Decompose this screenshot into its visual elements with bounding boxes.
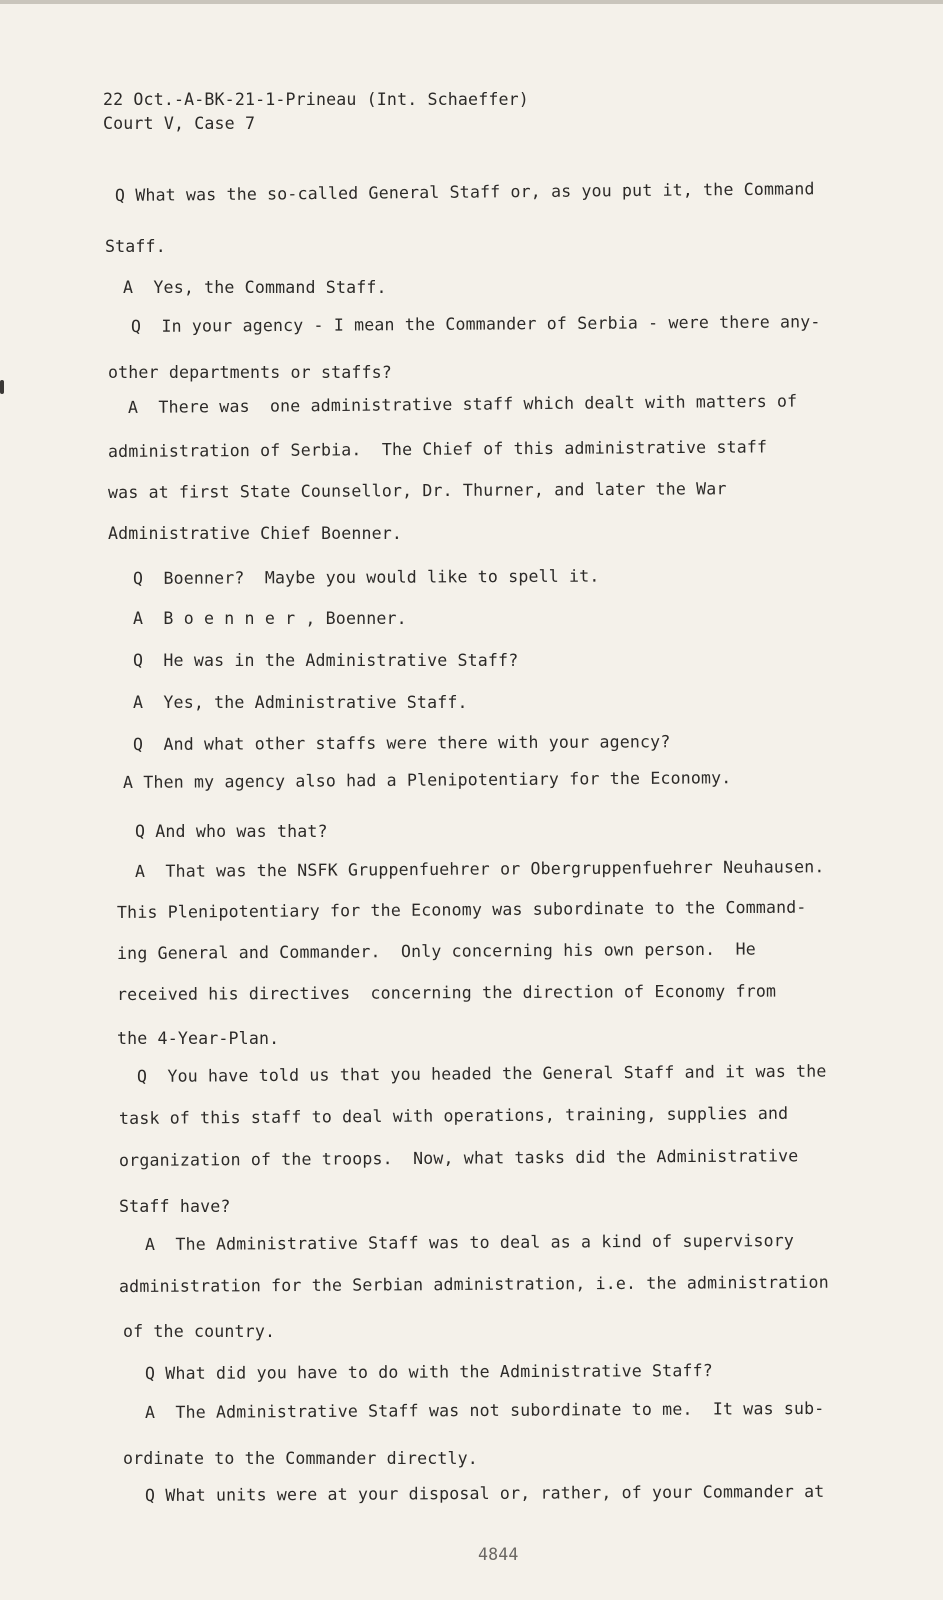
transcript-line: Q What did you have to do with the Administrative Staff? <box>144 1361 713 1383</box>
transcript-line: Q And who was that? <box>135 822 328 841</box>
transcript-line: A Then my agency also had a Plenipotentiary for the Economy. <box>122 768 732 792</box>
transcript-line: administration for the Serbian administration, i.e. the administration <box>118 1272 829 1296</box>
transcript-line: Q And what other staffs were there with your agency? <box>132 732 671 754</box>
transcript-line: Q What units were at your disposal or, rather, of your Commander at <box>144 1481 825 1505</box>
transcript-line: Administrative Chief Boenner. <box>108 524 403 543</box>
transcript-line: A That was the NSFK Gruppenfuehrer or Obergruppenfuehrer Neuhausen. <box>134 857 825 881</box>
transcript-line: A B o e n n e r , Boenner. <box>133 609 407 628</box>
transcript-line: Q He was in the Administrative Staff? <box>133 651 519 670</box>
transcript-line: A There was one administrative staff which dealt with matters of <box>127 391 798 417</box>
transcript-line: received his directives concerning the direction of Economy from <box>116 981 777 1004</box>
transcript-line: A The Administrative Staff was to deal as a kind of supervisory <box>144 1231 795 1254</box>
transcript-line: A The Administrative Staff was not subordinate to me. It was sub- <box>144 1398 825 1422</box>
page-number: 4844 <box>478 1545 519 1564</box>
binding-mark <box>0 380 4 394</box>
transcript-line: the 4-Year-Plan. <box>117 1029 280 1048</box>
header-line: Court V, Case 7 <box>103 114 256 133</box>
transcript-line: Q In your agency - I mean the Commander of Serbia - were there any- <box>130 312 821 336</box>
transcript-line: Staff. <box>105 237 166 256</box>
transcript-line: Q You have told us that you headed the General Staff and it was the <box>136 1061 827 1086</box>
transcript-line: of the country. <box>123 1322 276 1341</box>
transcript-line: was at first State Counsellor, Dr. Thurner, and later the War <box>107 479 727 502</box>
transcript-line: ing General and Commander. Only concerning his own person. He <box>116 939 756 963</box>
transcript-line: A Yes, the Administrative Staff. <box>133 693 468 712</box>
header-line: 22 Oct.-A-BK-21-1-Prineau (Int. Schaeffer) <box>103 90 529 109</box>
transcript-line: Q Boenner? Maybe you would like to spell it. <box>132 566 600 588</box>
transcript-line: Staff have? <box>119 1197 231 1216</box>
transcript-line: Q What was the so-called General Staff or, as you put it, the Command <box>114 179 815 205</box>
transcript-line: task of this staff to deal with operations, training, supplies and <box>118 1103 789 1128</box>
scan-edge <box>0 0 943 4</box>
transcript-line: organization of the troops. Now, what tasks did the Administrative <box>118 1146 799 1170</box>
transcript-line: This Plenipotentiary for the Economy was subordinate to the Command- <box>116 897 807 922</box>
transcript-line: other departments or staffs? <box>108 363 392 382</box>
transcript-line: ordinate to the Commander directly. <box>123 1449 478 1468</box>
transcript-line: administration of Serbia. The Chief of this administrative staff <box>107 437 768 461</box>
transcript-line: A Yes, the Command Staff. <box>123 278 387 297</box>
